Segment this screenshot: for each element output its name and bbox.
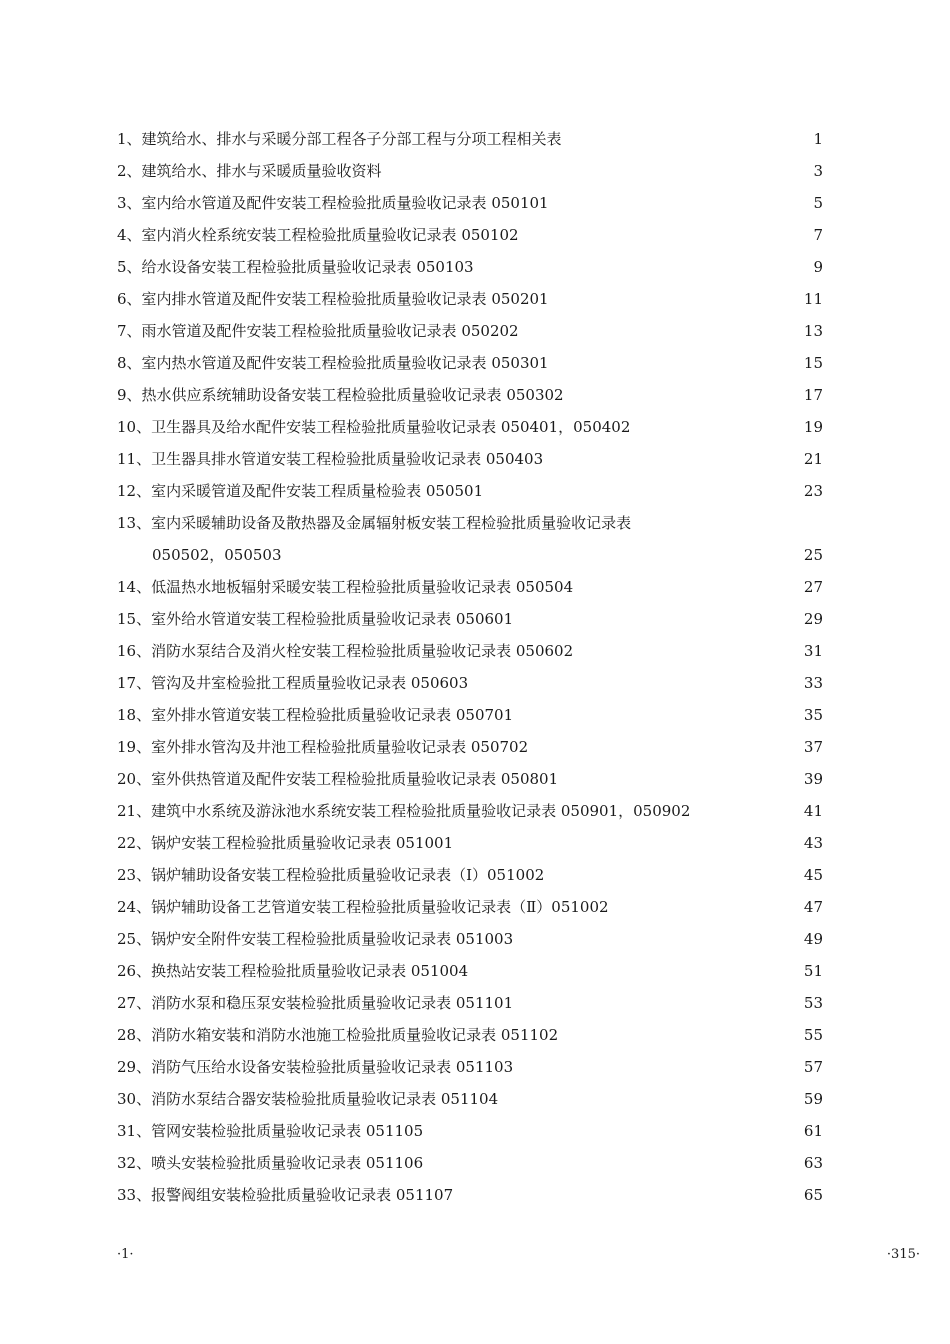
toc-entry[interactable] bbox=[117, 923, 823, 955]
toc-entry[interactable] bbox=[117, 955, 823, 987]
toc-entry-title: 14、低温热水地板辐射采暖安装工程检验批质量验收记录表 050504 bbox=[117, 578, 574, 596]
toc-entry-title: 30、消防水泵结合器安装检验批质量验收记录表 051104 bbox=[117, 1090, 499, 1108]
toc-entry-title: 16、消防水泵结合及消火栓安装工程检验批质量验收记录表 050602 bbox=[117, 642, 574, 660]
toc-entry-page: 63 bbox=[803, 1154, 823, 1172]
toc-entry-title: 27、消防水泵和稳压泵安装检验批质量验收记录表 051101 bbox=[117, 994, 514, 1012]
toc-entry-title: 31、管网安装检验批质量验收记录表 051105 bbox=[117, 1122, 424, 1140]
toc-entry-title: 15、室外给水管道安装工程检验批质量验收记录表 050601 bbox=[117, 610, 514, 628]
table-of-contents bbox=[117, 123, 823, 1211]
toc-entry-title: 28、消防水箱安装和消防水池施工检验批质量验收记录表 051102 bbox=[117, 1026, 559, 1044]
toc-entry-title: 32、喷头安装检验批质量验收记录表 051106 bbox=[117, 1154, 424, 1172]
toc-entry[interactable] bbox=[117, 411, 823, 443]
toc-entry[interactable] bbox=[117, 1019, 823, 1051]
toc-entry[interactable] bbox=[117, 219, 823, 251]
toc-entry[interactable] bbox=[117, 827, 823, 859]
toc-entry[interactable] bbox=[117, 667, 823, 699]
toc-entry-page: 43 bbox=[803, 834, 823, 852]
toc-entry[interactable] bbox=[117, 283, 823, 315]
toc-entry[interactable] bbox=[117, 539, 823, 571]
toc-entry[interactable] bbox=[117, 1083, 823, 1115]
toc-entry-title: 9、热水供应系统辅助设备安装工程检验批质量验收记录表 050302 bbox=[117, 386, 564, 404]
toc-entry-page: 9 bbox=[813, 258, 823, 276]
toc-entry-title: 13、室内采暖辅助设备及散热器及金属辐射板安装工程检验批质量验收记录表 bbox=[117, 514, 632, 532]
toc-entry-page: 17 bbox=[803, 386, 823, 404]
toc-entry[interactable] bbox=[117, 123, 823, 155]
toc-entry-page: 7 bbox=[813, 226, 823, 244]
toc-entry-title: 7、雨水管道及配件安装工程检验批质量验收记录表 050202 bbox=[117, 322, 519, 340]
toc-entry[interactable] bbox=[117, 507, 823, 539]
toc-entry-title: 2、建筑给水、排水与采暖质量验收资料 bbox=[117, 162, 382, 180]
toc-entry[interactable] bbox=[117, 155, 823, 187]
toc-entry-title: 23、锅炉辅助设备安装工程检验批质量验收记录表（Ⅰ）051002 bbox=[117, 866, 545, 884]
toc-entry-page: 13 bbox=[803, 322, 823, 340]
toc-entry-title: 24、锅炉辅助设备工艺管道安装工程检验批质量验收记录表（Ⅱ）051002 bbox=[117, 898, 609, 916]
toc-entry-page: 19 bbox=[803, 418, 823, 436]
page-number-left: ·1· bbox=[117, 1247, 134, 1262]
toc-entry-page: 29 bbox=[803, 610, 823, 628]
page-number-right: ·315· bbox=[886, 1247, 920, 1262]
toc-entry[interactable] bbox=[117, 987, 823, 1019]
toc-entry-page: 57 bbox=[803, 1058, 823, 1076]
toc-entry-title: 19、室外排水管沟及井池工程检验批质量验收记录表 050702 bbox=[117, 738, 529, 756]
toc-entry-title: 8、室内热水管道及配件安装工程检验批质量验收记录表 050301 bbox=[117, 354, 549, 372]
toc-entry[interactable] bbox=[117, 603, 823, 635]
toc-entry-title: 22、锅炉安装工程检验批质量验收记录表 051001 bbox=[117, 834, 454, 852]
toc-entry-page: 41 bbox=[803, 802, 823, 820]
toc-entry[interactable] bbox=[117, 1051, 823, 1083]
toc-entry-page: 37 bbox=[803, 738, 823, 756]
toc-entry-title: 10、卫生器具及给水配件安装工程检验批质量验收记录表 050401，050402 bbox=[117, 418, 631, 436]
toc-entry-title: 33、报警阀组安装检验批质量验收记录表 051107 bbox=[117, 1186, 454, 1204]
toc-entry[interactable] bbox=[117, 1179, 823, 1211]
toc-entry-title: 11、卫生器具排水管道安装工程检验批质量验收记录表 050403 bbox=[117, 450, 544, 468]
toc-entry-title: 1、建筑给水、排水与采暖分部工程各子分部工程与分项工程相关表 bbox=[117, 130, 562, 148]
toc-entry-title: 3、室内给水管道及配件安装工程检验批质量验收记录表 050101 bbox=[117, 194, 549, 212]
toc-entry-page: 27 bbox=[803, 578, 823, 596]
toc-entry[interactable] bbox=[117, 763, 823, 795]
toc-entry-page: 39 bbox=[803, 770, 823, 788]
toc-entry-title: 12、室内采暖管道及配件安装工程质量检验表 050501 bbox=[117, 482, 484, 500]
toc-entry[interactable] bbox=[117, 315, 823, 347]
toc-entry-title: 20、室外供热管道及配件安装工程检验批质量验收记录表 050801 bbox=[117, 770, 559, 788]
toc-entry-title: 26、换热站安装工程检验批质量验收记录表 051004 bbox=[117, 962, 469, 980]
toc-entry-title: 4、室内消火栓系统安装工程检验批质量验收记录表 050102 bbox=[117, 226, 519, 244]
toc-entry-page: 31 bbox=[803, 642, 823, 660]
toc-entry-page: 65 bbox=[803, 1186, 823, 1204]
toc-entry[interactable] bbox=[117, 347, 823, 379]
toc-entry-title: 25、锅炉安全附件安装工程检验批质量验收记录表 051003 bbox=[117, 930, 514, 948]
toc-entry-page: 59 bbox=[803, 1090, 823, 1108]
toc-entry[interactable] bbox=[117, 251, 823, 283]
toc-entry-title: 18、室外排水管道安装工程检验批质量验收记录表 050701 bbox=[117, 706, 514, 724]
toc-entry[interactable] bbox=[117, 443, 823, 475]
toc-entry[interactable] bbox=[117, 571, 823, 603]
toc-entry[interactable] bbox=[117, 891, 823, 923]
toc-entry-page: 53 bbox=[803, 994, 823, 1012]
toc-entry-page: 15 bbox=[803, 354, 823, 372]
toc-entry-title: 17、管沟及井室检验批工程质量验收记录表 050603 bbox=[117, 674, 469, 692]
toc-entry[interactable] bbox=[117, 859, 823, 891]
toc-entry-page: 21 bbox=[803, 450, 823, 468]
toc-entry-page: 33 bbox=[803, 674, 823, 692]
toc-entry-title: 29、消防气压给水设备安装检验批质量验收记录表 051103 bbox=[117, 1058, 514, 1076]
toc-entry-page: 47 bbox=[803, 898, 823, 916]
toc-entry[interactable] bbox=[117, 379, 823, 411]
toc-entry-page: 51 bbox=[803, 962, 823, 980]
toc-entry[interactable] bbox=[117, 187, 823, 219]
toc-entry[interactable] bbox=[117, 635, 823, 667]
toc-entry[interactable] bbox=[117, 1115, 823, 1147]
toc-entry[interactable] bbox=[117, 731, 823, 763]
toc-entry-page: 25 bbox=[803, 546, 823, 564]
toc-entry-title: 5、给水设备安装工程检验批质量验收记录表 050103 bbox=[117, 258, 474, 276]
toc-entry-title: 050502，050503 bbox=[152, 546, 282, 564]
toc-entry-page: 11 bbox=[803, 290, 823, 308]
toc-entry-page: 45 bbox=[803, 866, 823, 884]
toc-entry-page: 49 bbox=[803, 930, 823, 948]
toc-entry-page: 1 bbox=[813, 130, 823, 148]
toc-entry-page: 61 bbox=[803, 1122, 823, 1140]
toc-entry-page: 3 bbox=[813, 162, 823, 180]
toc-entry-page: 55 bbox=[803, 1026, 823, 1044]
toc-entry-page: 5 bbox=[813, 194, 823, 212]
toc-entry[interactable] bbox=[117, 1147, 823, 1179]
toc-entry-title: 21、建筑中水系统及游泳池水系统安装工程检验批质量验收记录表 050901，050902 bbox=[117, 802, 691, 820]
toc-entry-title: 6、室内排水管道及配件安装工程检验批质量验收记录表 050201 bbox=[117, 290, 549, 308]
toc-entry-page: 23 bbox=[803, 482, 823, 500]
toc-entry[interactable] bbox=[117, 475, 823, 507]
toc-entry[interactable] bbox=[117, 699, 823, 731]
toc-entry[interactable] bbox=[117, 795, 823, 827]
toc-entry-page: 35 bbox=[803, 706, 823, 724]
